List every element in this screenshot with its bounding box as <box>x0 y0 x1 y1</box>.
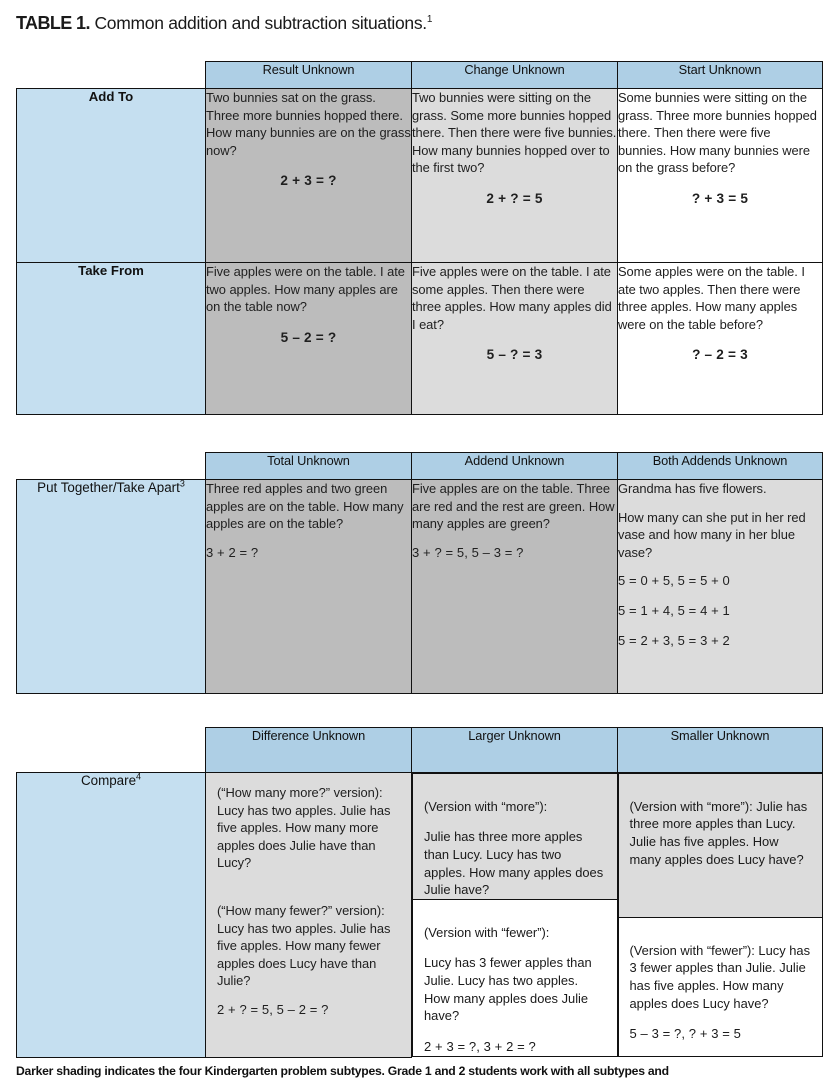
subcell-how-many-fewer <box>206 900 411 1057</box>
cell-add-to-result-unknown <box>206 89 412 263</box>
header-corner-blank <box>17 453 206 480</box>
column-header-larger-unknown: Larger Unknown <box>412 728 618 773</box>
problem-text: Some apples were on the table. I ate two apples. Then there were three apples. How many apples were on the table before? <box>618 264 805 332</box>
subcell-version-with-more <box>618 773 823 918</box>
table-row <box>17 89 823 263</box>
equation: ? + 3 = 5 <box>691 190 749 206</box>
cell-put-together-addend-unknown <box>412 480 618 694</box>
equation: 2 + ? = 5, 5 – 2 = ? <box>217 1001 329 1017</box>
cell-compare-smaller-unknown <box>618 773 823 1058</box>
cell-take-from-start-unknown <box>618 263 823 415</box>
cell-compare-larger-unknown <box>412 773 618 1058</box>
problem-text: Five apples are on the table. Three are red and the rest are green. How many apples are green? <box>412 481 615 532</box>
table-row <box>17 773 823 1058</box>
cell-put-together-total-unknown <box>206 480 412 694</box>
problem-text: (Version with “fewer”): <box>424 924 550 940</box>
table-put-together-take-apart <box>16 452 823 694</box>
problem-text: How many can she put in her red vase and how many in her blue vase? <box>618 509 806 560</box>
problem-text: Five apples were on the table. I ate some apples. Then there were three apples. How many apples did I eat? <box>412 264 612 332</box>
row-label-compare <box>17 773 206 1058</box>
equation: 3 + ? = 5, 5 – 3 = ? <box>412 544 524 560</box>
problem-text: Two bunnies were sitting on the grass. Some more bunnies hopped there. Then there were five bunnies. How many bunnies hopped over to the first two? <box>412 90 617 176</box>
cell-add-to-change-unknown <box>412 89 618 263</box>
column-header-smaller-unknown: Smaller Unknown <box>618 728 823 773</box>
table-row <box>17 263 823 415</box>
problem-text: (“How many more?” version): Lucy has two apples. Julie has five apples. How many more apples does Julie have than Lucy? <box>217 785 391 871</box>
cell-put-together-both-addends-unknown <box>618 480 823 694</box>
column-header-both-addends-unknown: Both Addends Unknown <box>618 453 823 480</box>
problem-text: Some bunnies were sitting on the grass. Three more bunnies hopped there. Then there were five bunnies. How many bunnies were on the grass before? <box>618 90 817 176</box>
equation: 5 = 0 + 5, 5 = 5 + 0 <box>618 573 730 589</box>
header-corner-blank <box>17 62 206 89</box>
equation: 2 + ? = 5 <box>486 190 543 206</box>
row-label-add-to: Add To <box>17 89 206 263</box>
row-label-footnote-marker: 3 <box>179 478 185 489</box>
column-header-change-unknown: Change Unknown <box>412 62 618 89</box>
page-title <box>16 12 816 34</box>
row-label-footnote-marker: 4 <box>136 771 142 782</box>
column-header-addend-unknown: Addend Unknown <box>412 453 618 480</box>
problem-text: Lucy has 3 fewer apples than Julie. Lucy has two apples. How many apples does Julie have? <box>424 955 592 1024</box>
problem-text: (Version with “more”): <box>424 798 548 814</box>
equation: 3 + 2 = ? <box>206 544 259 560</box>
row-label-put-together-take-apart <box>17 480 206 694</box>
equation: 5 = 2 + 3, 5 = 3 + 2 <box>618 632 730 648</box>
problem-text: Three red apples and two green apples are on the table. How many apples are on the table? <box>206 481 404 532</box>
table-footnote: Darker shading indicates the four Kindergarten problem subtypes. Grade 1 and 2 students work with all subtypes and <box>16 1064 669 1078</box>
equation: 5 – 3 = ?, ? + 3 = 5 <box>629 1026 742 1042</box>
cell-take-from-result-unknown <box>206 263 412 415</box>
row-label-text: Put Together/Take Apart <box>37 480 180 495</box>
row-label-take-from: Take From <box>17 263 206 415</box>
equation: 5 = 1 + 4, 5 = 4 + 1 <box>618 602 730 618</box>
subcell-version-with-fewer <box>412 900 618 1057</box>
problem-text: Julie has three more apples than Lucy. Lucy has two apples. How many apples does Julie have? <box>424 829 604 898</box>
table-header-row <box>17 453 823 480</box>
cell-take-from-change-unknown <box>412 263 618 415</box>
table-add-to-take-from <box>16 61 823 415</box>
table-header-row <box>17 62 823 89</box>
column-header-difference-unknown: Difference Unknown <box>206 728 412 773</box>
table-row <box>17 480 823 694</box>
cell-add-to-start-unknown <box>618 89 823 263</box>
problem-text: (“How many fewer?” version): Lucy has two apples. Julie has five apples. How many fewer apples does Lucy have than Julie? <box>217 903 391 989</box>
problem-text: Two bunnies sat on the grass. Three more bunnies hopped there. How many bunnies are on the grass now? <box>206 90 411 158</box>
subcell-how-many-more <box>206 773 411 900</box>
table-number: TABLE 1. <box>16 13 90 33</box>
cell-compare-difference-unknown <box>206 773 412 1058</box>
problem-text: Grandma has five flowers. <box>618 481 767 496</box>
header-corner-blank <box>17 728 206 773</box>
row-label-text: Compare <box>80 773 137 788</box>
title-footnote-marker: 1 <box>426 14 433 26</box>
table-header-row <box>17 728 823 773</box>
table-caption: Common addition and subtraction situations. <box>94 13 427 33</box>
equation: 2 + 3 = ?, 3 + 2 = ? <box>424 1038 536 1054</box>
problem-text: Five apples were on the table. I ate two apples. How many apples are on the table now? <box>206 264 405 315</box>
equation: 2 + 3 = ? <box>280 173 337 189</box>
equation: ? – 2 = 3 <box>692 347 748 363</box>
equation: 5 – ? = 3 <box>486 347 543 363</box>
column-header-start-unknown: Start Unknown <box>618 62 823 89</box>
column-header-result-unknown: Result Unknown <box>206 62 412 89</box>
subcell-version-with-fewer <box>618 918 823 1057</box>
subcell-version-with-more <box>412 773 618 900</box>
problem-text: (Version with “more”): Julie has three more apples than Lucy. Julie has five apples. How many apples does Lucy have? <box>629 798 808 867</box>
equation: 5 – 2 = ? <box>280 329 337 345</box>
table-compare <box>16 727 823 1058</box>
column-header-total-unknown: Total Unknown <box>206 453 412 480</box>
problem-text: (Version with “fewer”): Lucy has 3 fewer apples than Julie. Julie has five apples. How many apples does Lucy have? <box>629 942 811 1011</box>
